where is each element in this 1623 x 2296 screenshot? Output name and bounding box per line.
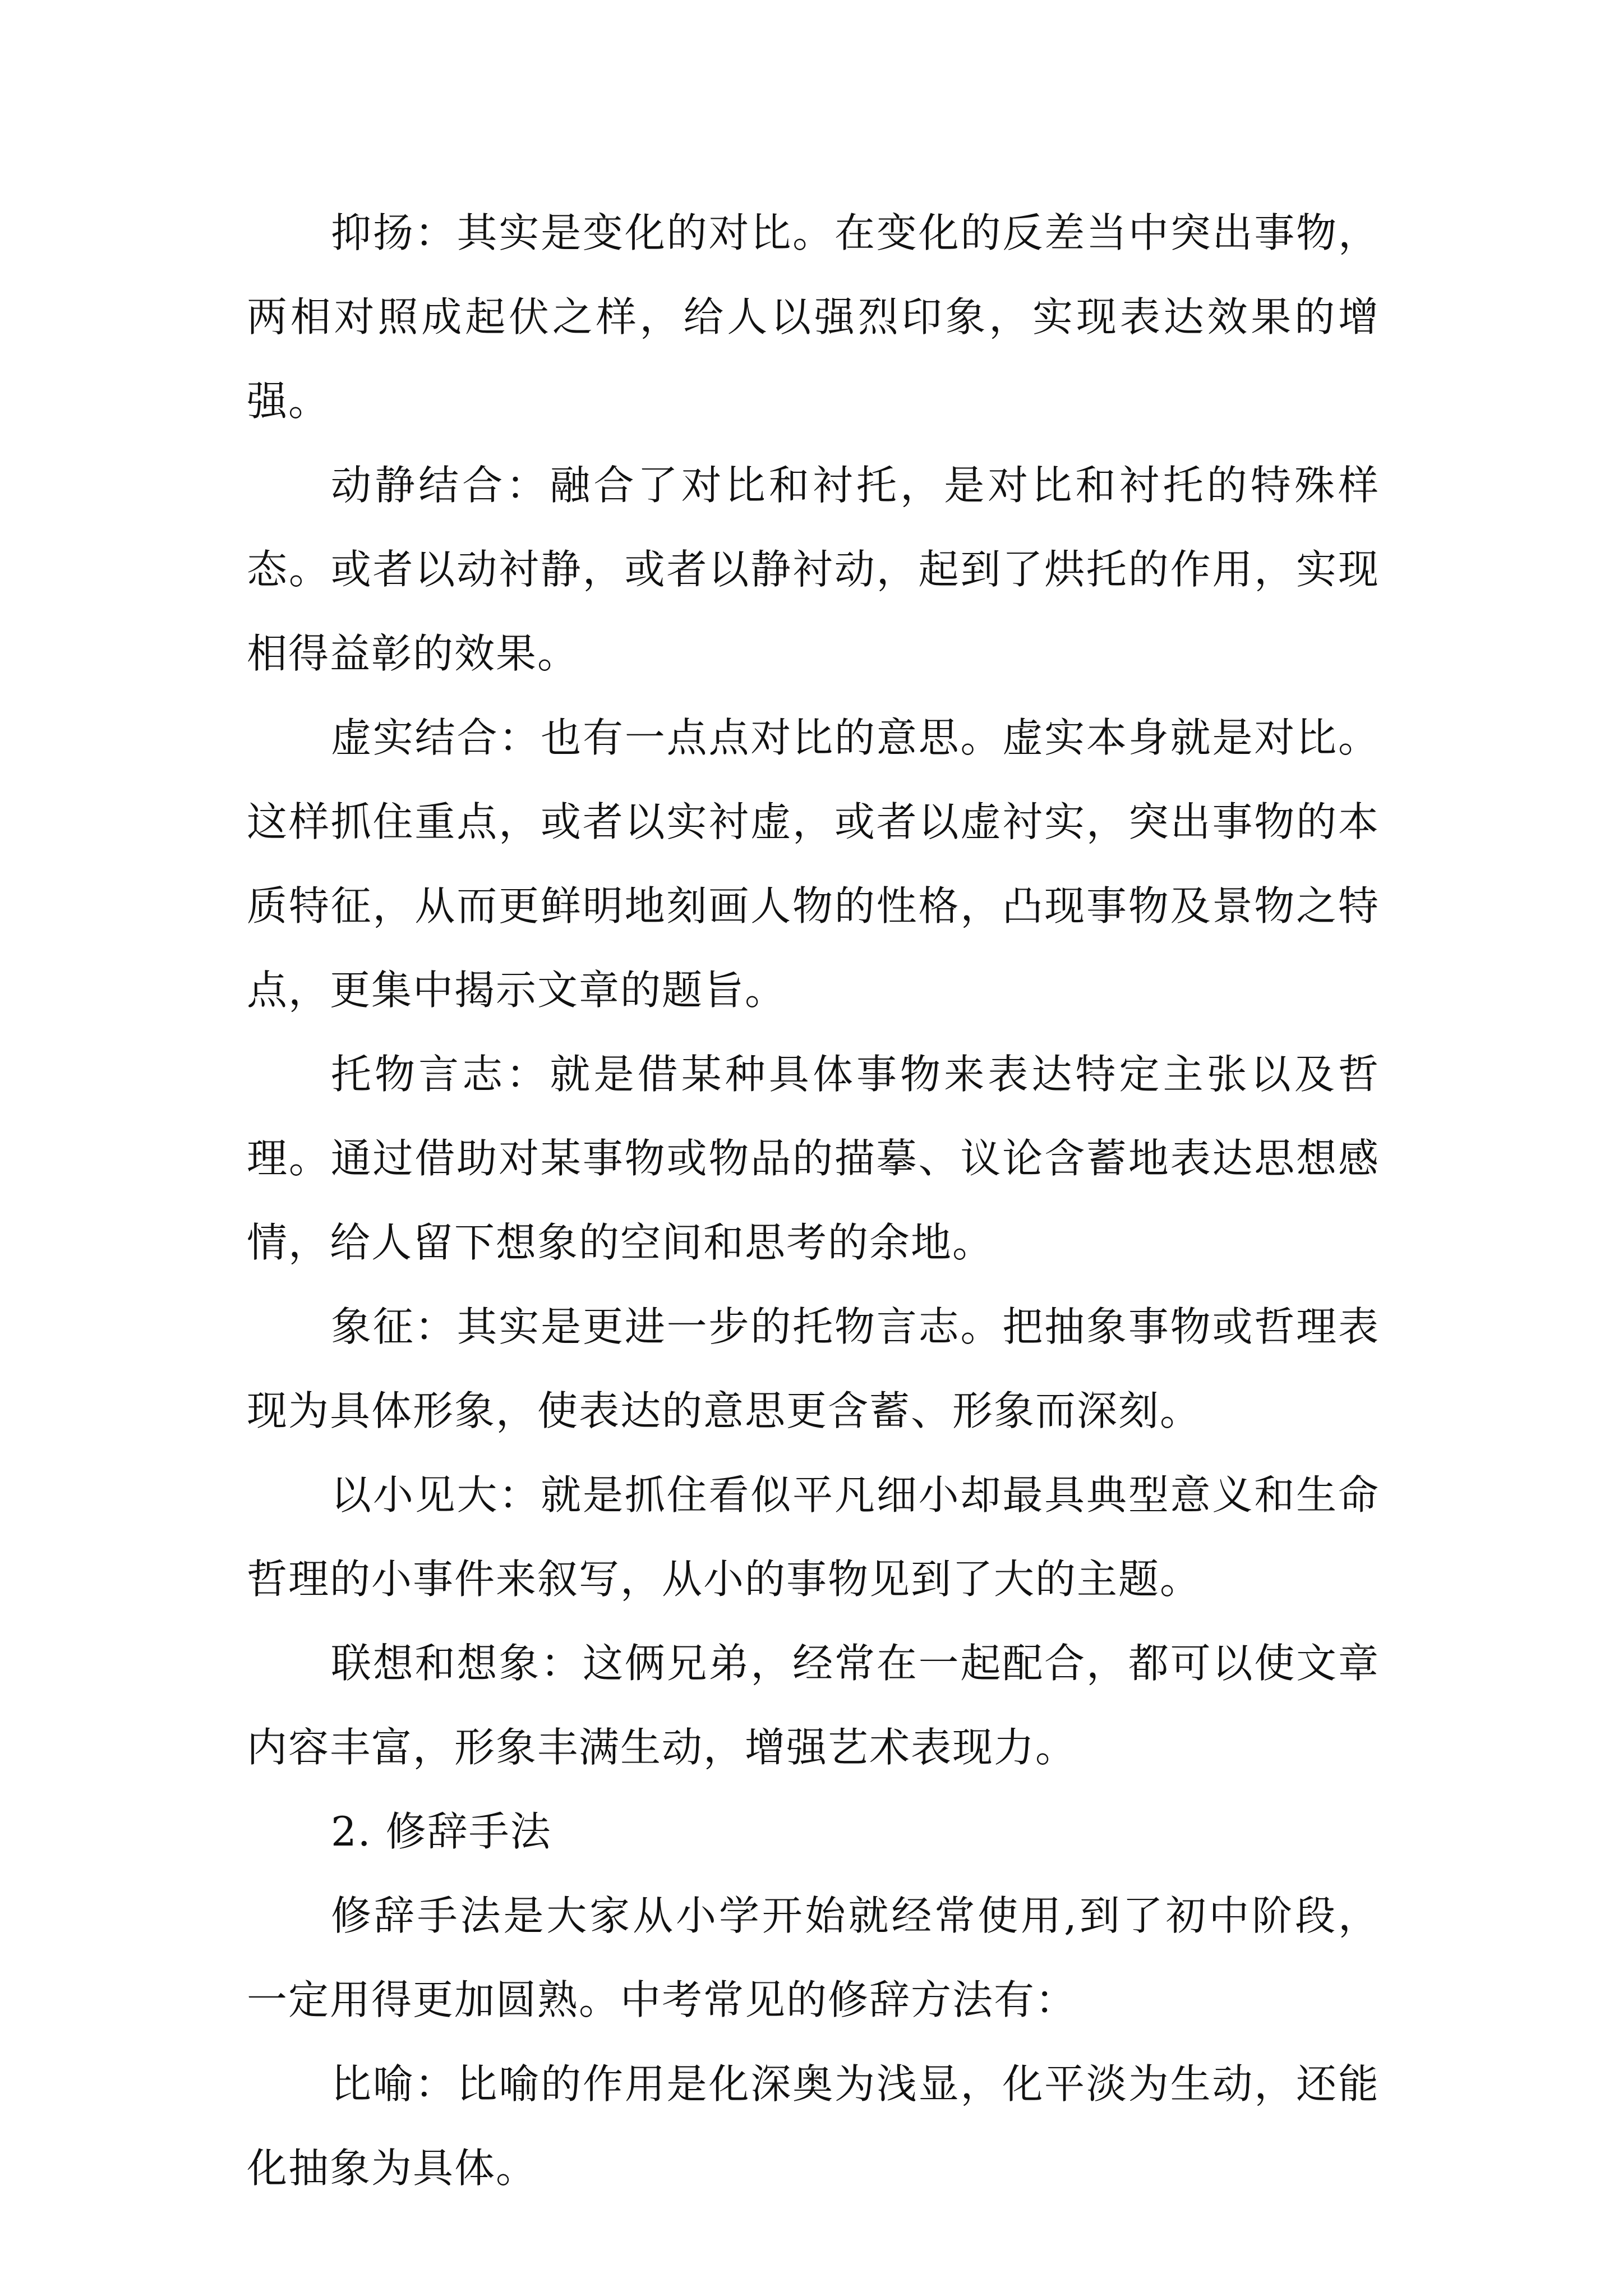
paragraph-yiyang: 抑扬：其实是变化的对比。在变化的反差当中突出事物，两相对照成起伏之样，给人以强烈印象，实现表达效果的增强。: [247, 209, 1380, 425]
document-body: [247, 191, 1380, 2210]
paragraph-lianxiang-xiangxiang: 联想和想象：这俩兄弟，经常在一起配合，都可以使文章内容丰富，形象丰满生动，增强艺术表现力。: [247, 1640, 1380, 1771]
paragraph-xiangzheng: 象征：其实是更进一步的托物言志。把抽象事物或哲理表现为具体形象，使表达的意思更含蓄、形象而深刻。: [247, 1303, 1380, 1434]
paragraph-biyu: 比喻：比喻的作用是化深奥为浅显，化平淡为生动，还能化抽象为具体。: [247, 2060, 1380, 2192]
paragraph-xushi-jiehe: 虚实结合：也有一点点对比的意思。虚实本身就是对比。这样抓住重点，或者以实衬虚，或者以虚衬实，突出事物的本质特征，从而更鲜明地刻画人物的性格，凸现事物及景物之特点，更集中揭示文章的题旨。: [247, 714, 1380, 1014]
paragraph-xiuci-intro: 修辞手法是大家从小学开始就经常使用,到了初中阶段，一定用得更加圆熟。中考常见的修辞方法有：: [247, 1892, 1380, 2023]
paragraph-yixiao-jianda: 以小见大：就是抓住看似平凡细小却最具典型意义和生命哲理的小事件来叙写，从小的事物见到了大的主题。: [247, 1471, 1380, 1603]
paragraph-dongjing-jiehe: 动静结合：融合了对比和衬托，是对比和衬托的特殊样态。或者以动衬静，或者以静衬动，起到了烘托的作用，实现相得益彰的效果。: [247, 462, 1380, 677]
paragraph-tuowu-yanzhi: 托物言志：就是借某种具体事物来表达特定主张以及哲理。通过借助对某事物或物品的描摹、议论含蓄地表达思想感情，给人留下想象的空间和思考的余地。: [247, 1051, 1380, 1266]
section-heading-xiuci-shoufa: 2. 修辞手法: [331, 1808, 552, 1855]
